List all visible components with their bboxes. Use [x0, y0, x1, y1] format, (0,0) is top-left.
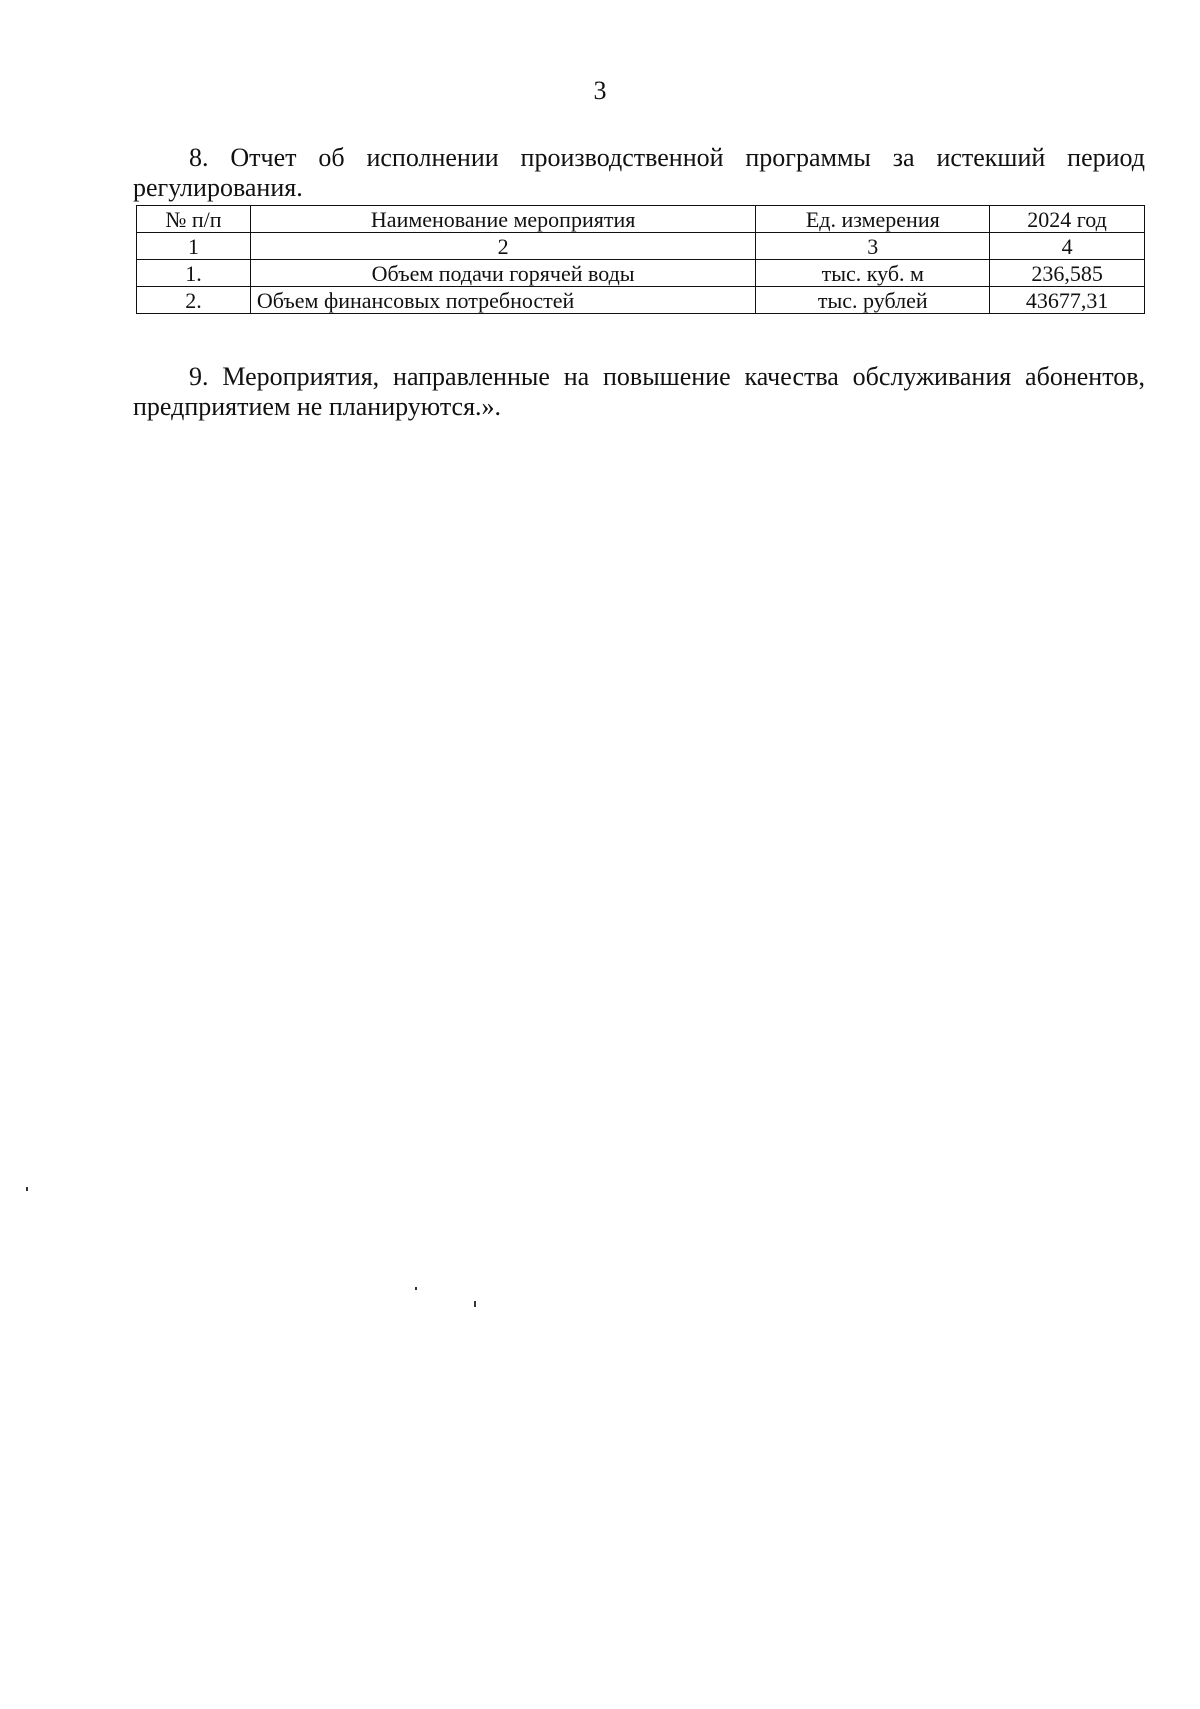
row-number: 2.: [137, 287, 251, 314]
table-row: [137, 260, 1145, 287]
header-year: 2024 год: [990, 206, 1145, 233]
header-number: № п/п: [137, 206, 251, 233]
column-number-2: 2: [250, 233, 756, 260]
section-9-paragraph: [133, 362, 1145, 422]
page-number: 3: [593, 76, 607, 105]
row-activity-name: Объем финансовых потребностей: [250, 287, 756, 314]
table-column-number-row: [137, 233, 1145, 260]
scan-speck: [474, 1301, 476, 1307]
row-number: 1.: [137, 260, 251, 287]
table-row: [137, 287, 1145, 314]
section-8-paragraph: [133, 143, 1145, 203]
table-header-row: [137, 206, 1145, 233]
row-unit: тыс. рублей: [756, 287, 990, 314]
row-value: 43677,31: [990, 287, 1145, 314]
section-9-text: 9. Мероприятия, направленные на повышение качества обслуживания абонентов, предприятием не планируются.».: [133, 362, 1145, 421]
header-unit: Ед. измерения: [756, 206, 990, 233]
header-activity-name: Наименование мероприятия: [250, 206, 756, 233]
row-activity-name: Объем подачи горячей воды: [250, 260, 756, 287]
scan-speck: [415, 1287, 417, 1290]
section-8-text: 8. Отчет об исполнении производственной программы за истекший период регулирования.: [133, 143, 1145, 202]
column-number-3: 3: [756, 233, 990, 260]
row-value: 236,585: [990, 260, 1145, 287]
row-unit: тыс. куб. м: [756, 260, 990, 287]
column-number-4: 4: [990, 233, 1145, 260]
column-number-1: 1: [137, 233, 251, 260]
scan-speck: [26, 1187, 28, 1191]
production-program-report-table: [136, 205, 1145, 314]
